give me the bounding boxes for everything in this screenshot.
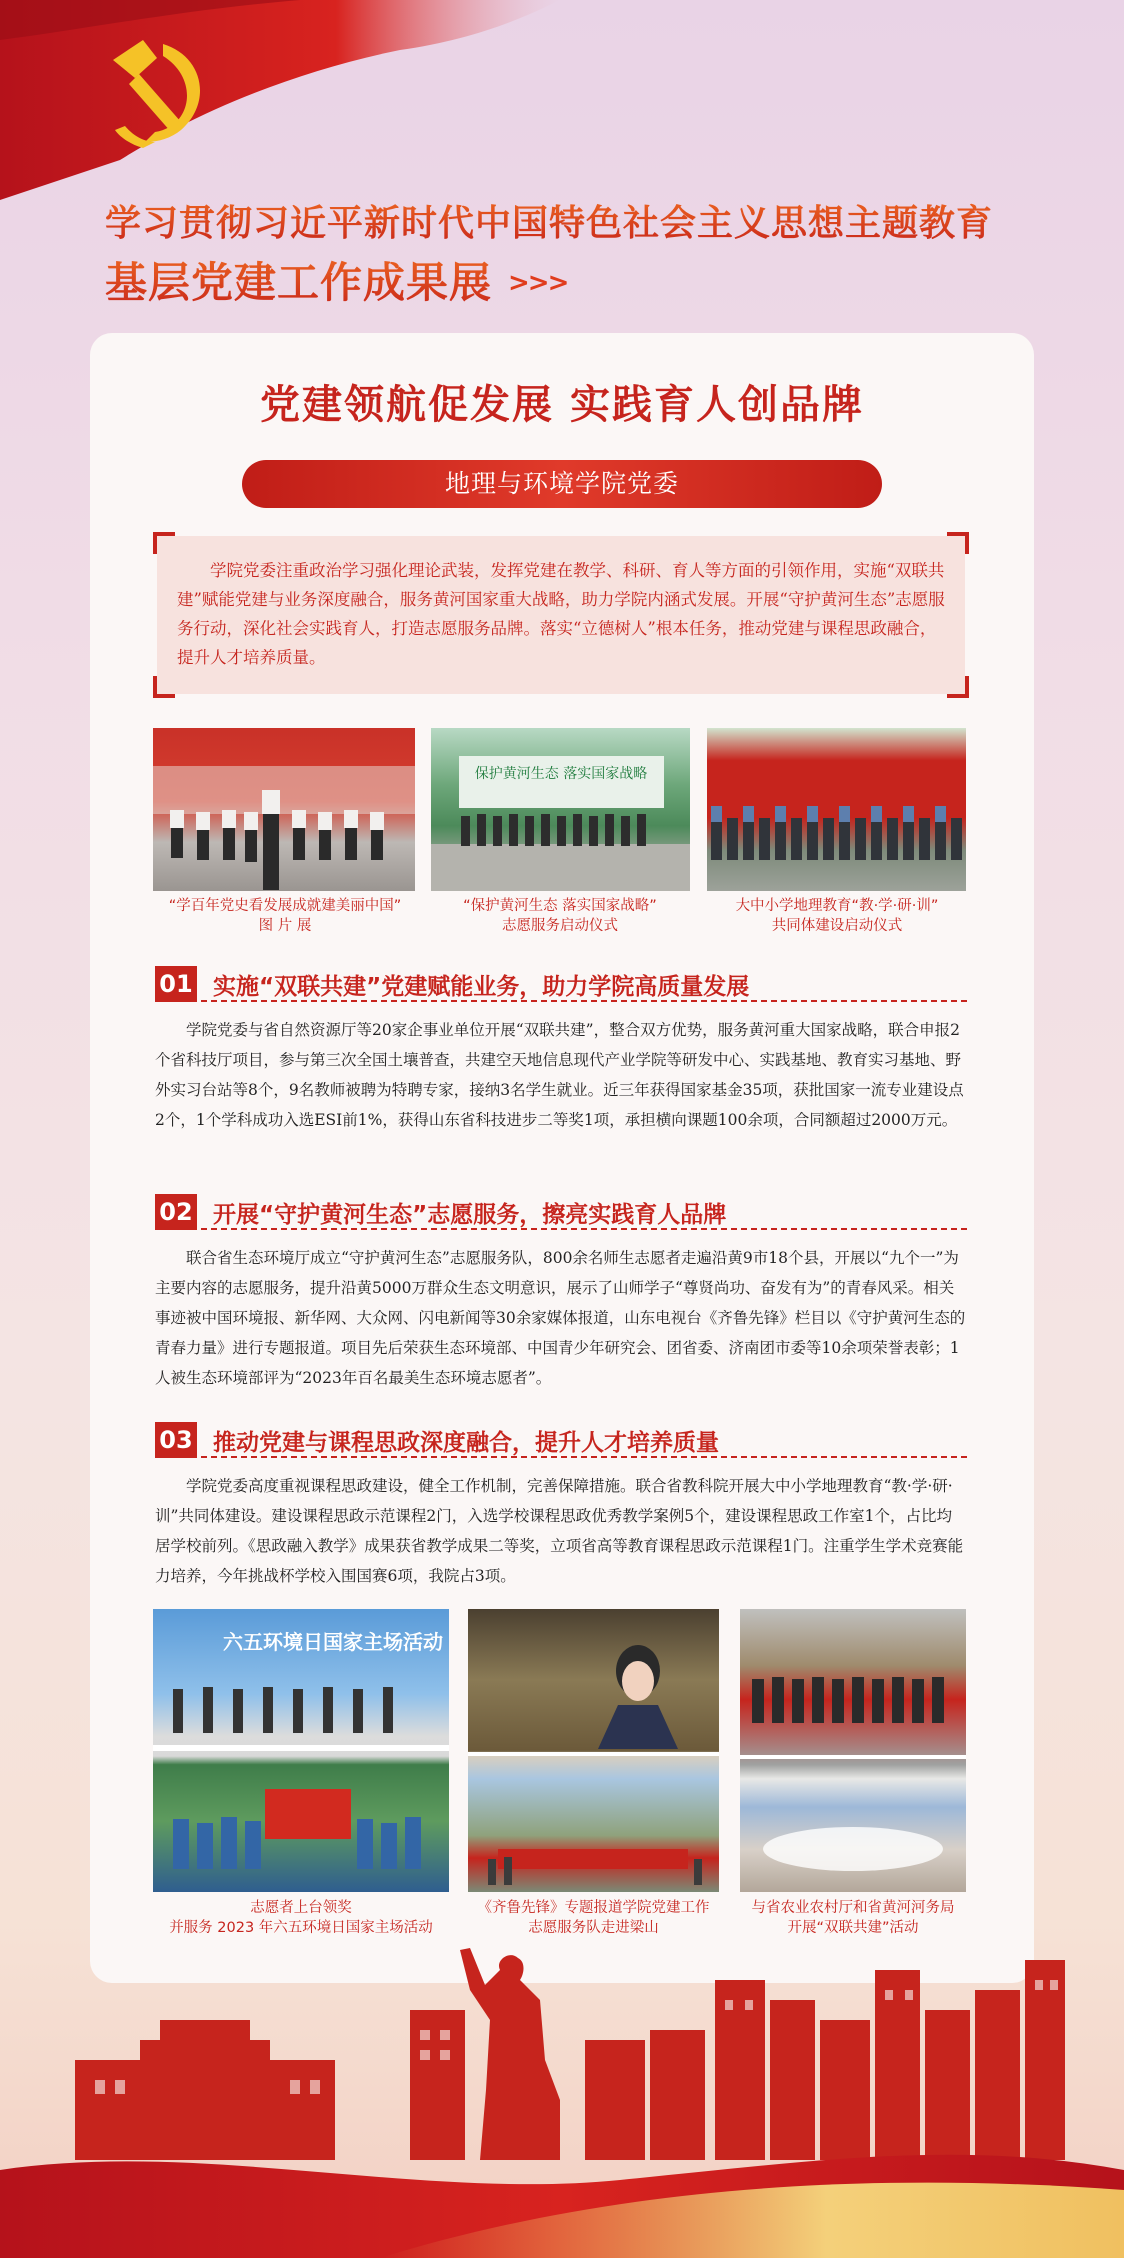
photo-launch-ceremony [431,728,690,891]
photo-tv-report-figures [468,1609,719,1892]
main-title: 党建领航促发展 实践育人创品牌 [260,382,864,428]
section-divider [201,1000,967,1002]
launch-banner-text: 保护黄河生态 落实国家战略 [474,766,648,782]
caption-line: 志愿服务队走进梁山 [528,1920,659,1936]
photo-community-launch [707,728,966,891]
photo-exhibition [153,728,415,891]
skyline-decoration [0,1940,1124,2258]
caption-line: 开展“双联共建”活动 [787,1920,919,1936]
section-header [155,966,967,1002]
photo-caption [455,1898,732,1938]
section-header [155,1422,967,1458]
section-body: 联合省生态环境厅成立“守护黄河生态”志愿服务队，800余名师生志愿者走遍沿黄9市18个县，开展以“九个一”为主要内容的志愿服务，提升沿黄5000万群众生态文明意识，展示了山师学子“尊贤尚功、奋发有为”的青春风采。相关事迹被中国环境报、新华网、大众网、闪电新闻等30余家媒体报道，山东电视台《齐鲁先锋》栏目以《守护黄河生态的青春力量》进行专题报道。项目先后荣获生态环境部、中国青少年研究会、团省委、济南团市委等10余项荣誉表彰；1人被生态环境部评为“2023年百名最美生态环境志愿者”。 [155,1249,966,1387]
photo-community-figures [707,728,966,891]
caption-line: 《齐鲁先锋》专题报道学院党建工作 [477,1900,710,1916]
intro-box [157,536,965,694]
statue-silhouette [460,1948,560,2160]
caption-line: “保护黄河生态 落实国家战略” [463,898,657,914]
header-subtitle: 基层党建工作成果展 [105,250,492,310]
caption-line: 与省农业农村厅和省黄河河务局 [751,1900,955,1916]
section-title: 实施“双联共建”党建赋能业务，助力学院高质量发展 [213,974,750,1000]
photo-cooperation [740,1609,966,1892]
section-title: 推动党建与课程思政深度融合，提升人才培养质量 [213,1430,719,1456]
photo-caption [692,896,982,936]
header-title: 学习贯彻习近平新时代中国特色社会主义思想主题教育 [105,195,993,246]
corner-decoration [947,532,969,554]
photo-caption [140,1898,462,1938]
photo-exhibition-figures [153,728,415,891]
caption-line: 大中小学地理教育“教·学·研·训” [735,898,939,914]
section-body: 学院党委与省自然资源厅等20家企事业单位开展“双联共建”，整合双方优势，服务黄河重大国家战略，联合申报2个省科技厅项目，参与第三次全国土壤普查，共建空天地信息现代产业学院等研发中心、实践基地、教育实习基地、野外实习台站等8个，9名教师被聘为特聘专家，接纳3名学生就业。近三年获得国家基金35项，获批国家一流专业建设点2个，1个学科成功入选ESI前1%，获得山东省科技进步二等奖1项，承担横向课题100余项，合同额超过2000万元。 [155,1021,964,1129]
photo-caption [140,896,430,936]
unit-name-bar: 地理与环境学院党委 [242,460,882,508]
caption-line: 共同体建设启动仪式 [771,918,903,934]
photo-tv-report [468,1609,719,1892]
corner-decoration [153,532,175,554]
section-number: 03 [155,1422,197,1458]
caption-line: 志愿者上台领奖 [250,1900,352,1916]
section-number: 01 [155,966,197,1002]
photo-launch-figures [431,728,690,891]
intro-text: 学院党委注重政治学习强化理论武装，发挥党建在教学、科研、育人等方面的引领作用，实施“双联共建”赋能党建与业务深度融合，服务黄河国家重大战略，助力学院内涵式发展。开展“守护黄河生态”志愿服务行动，深化社会实践育人，打造志愿服务品牌。落实“立德树人”根本任务，推动党建与课程思政融合，提升人才培养质量。 [177,561,945,667]
section-header [155,1194,967,1230]
photo-environment-day [153,1609,449,1892]
photo-caption [727,1898,979,1938]
corner-decoration [947,676,969,698]
caption-line: 图 片 展 [258,918,312,934]
photo-cooperation-figures [740,1609,966,1892]
photo-environment-figures [153,1609,449,1892]
building-silhouette [75,1960,1065,2160]
section-body: 学院党委高度重视课程思政建设，健全工作机制，完善保障措施。联合省教科院开展大中小学地理教育“教·学·研·训”共同体建设。建设课程思政示范课程2门，入选学校课程思政优秀教学案例5个，建设课程思政工作室1个，占比均居学校前列。《思政融入教学》成果获省教学成果二等奖，立项省高等教育课程思政示范课程1门。注重学生学术竞赛能力培养，今年挑战杯学校入围国赛6项，我院占3项。 [155,1477,964,1585]
section-number: 02 [155,1194,197,1230]
header-arrows: >>> [508,268,568,298]
section-title: 开展“守护黄河生态”志愿服务，擦亮实践育人品牌 [213,1202,727,1228]
caption-line: “学百年党史看发展成就建美丽中国” [168,898,402,914]
party-emblem-icon [85,30,225,150]
environment-banner-text: 六五环境日国家主场活动 [223,1630,443,1654]
caption-line: 并服务 2023 年六五环境日国家主场活动 [169,1920,433,1936]
section-divider [201,1228,967,1230]
section-divider [201,1456,967,1458]
photo-caption [415,896,705,936]
corner-decoration [153,676,175,698]
caption-line: 志愿服务启动仪式 [502,918,618,934]
